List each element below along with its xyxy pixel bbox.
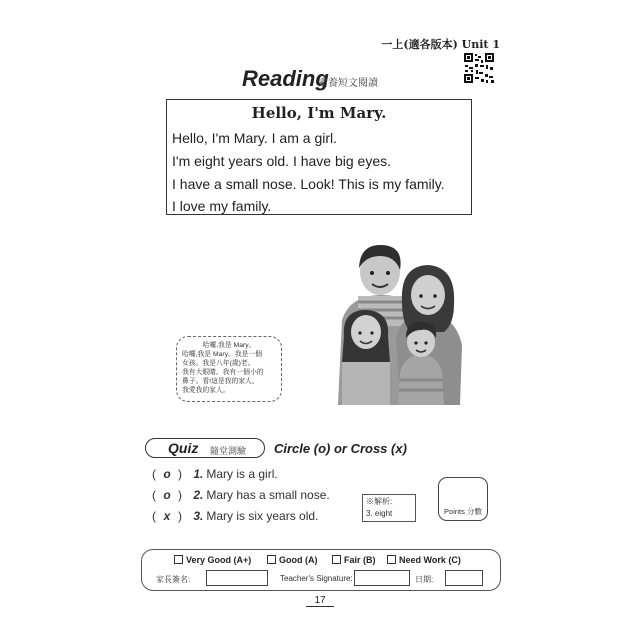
story-line: I have a small nose. Look! This is my family.: [172, 176, 445, 192]
quiz-item: [152, 509, 318, 523]
note-title: ※解析:: [366, 497, 393, 506]
item-number: 1.: [193, 467, 204, 481]
story-line: I love my family.: [172, 198, 272, 214]
translation-line: 女孩。我是八年(歲)老。: [182, 360, 255, 367]
story-title: Hello, I'm Mary.: [251, 104, 387, 122]
qr-code-icon: [463, 52, 495, 84]
checkbox-icon[interactable]: [332, 555, 341, 564]
parent-signature-field[interactable]: [206, 570, 268, 586]
quiz-instruction: Circle (o) or Cross (x): [274, 441, 407, 456]
answer-paren: ): [178, 467, 182, 481]
points-box[interactable]: [438, 477, 488, 521]
date-field[interactable]: [445, 570, 483, 586]
translation-line: 鼻子。看!這是我的家人。: [182, 378, 259, 385]
section-subtitle: 素養短文閱讀: [318, 78, 378, 89]
option-fair[interactable]: [332, 555, 376, 565]
date-label: 日期:: [415, 575, 434, 584]
parent-signature-label: 家長簽名:: [156, 575, 191, 584]
quiz-tag: [145, 438, 265, 458]
teacher-signature-label: Teacher's Signature:: [280, 574, 353, 583]
option-label: Fair (B): [344, 555, 376, 565]
translation-line: 我愛我的家人。: [182, 387, 230, 394]
item-text: Mary is six years old.: [206, 509, 319, 523]
item-text: Mary is a girl.: [206, 467, 278, 481]
answer-paren: ): [178, 509, 182, 523]
story-box: [166, 99, 472, 215]
answer-paren: (: [152, 488, 156, 502]
story-line: I'm eight years old. I have big eyes.: [172, 153, 392, 169]
translation-bubble: [176, 336, 282, 402]
section-title: Reading: [242, 66, 329, 91]
item-number: 2.: [193, 488, 204, 502]
translation-line: 我有大眼睛。我有一個小的: [182, 369, 264, 376]
item-text: Mary has a small nose.: [206, 488, 330, 502]
option-label: Need Work (C): [399, 555, 461, 565]
checkbox-icon[interactable]: [267, 555, 276, 564]
points-label: Points 分數: [444, 507, 482, 516]
option-label: Very Good (A+): [186, 555, 252, 565]
answer-paren: (: [152, 509, 156, 523]
unit-header: 一上(適各版本) Unit 1: [381, 38, 500, 51]
answer-mark[interactable]: o: [163, 488, 171, 502]
checkbox-icon[interactable]: [387, 555, 396, 564]
quiz-item: [152, 467, 278, 481]
option-very-good[interactable]: [174, 555, 251, 565]
evaluation-box: [141, 549, 501, 591]
teacher-signature-field[interactable]: [354, 570, 410, 586]
quiz-item: [152, 488, 330, 502]
checkbox-icon[interactable]: [174, 555, 183, 564]
answer-paren: (: [152, 467, 156, 481]
answer-note: [362, 494, 416, 522]
answer-mark[interactable]: o: [163, 467, 171, 481]
translation-line: 哈囉,我是 Mary。我是一個: [182, 351, 263, 358]
answer-paren: ): [178, 488, 182, 502]
quiz-label: Quiz: [168, 440, 199, 456]
page-number: 17: [306, 595, 334, 607]
answer-mark[interactable]: x: [163, 509, 171, 523]
quiz-sublabel: 隨堂測驗: [210, 446, 247, 456]
note-body: 3. eight: [366, 509, 393, 518]
family-illustration: [320, 240, 480, 405]
translation-line: 哈囉,我是 Mary。: [202, 342, 256, 349]
option-need-work[interactable]: [387, 555, 461, 565]
item-number: 3.: [193, 509, 204, 523]
option-good[interactable]: [267, 555, 318, 565]
story-line: Hello, I'm Mary. I am a girl.: [172, 130, 337, 146]
option-label: Good (A): [279, 555, 318, 565]
